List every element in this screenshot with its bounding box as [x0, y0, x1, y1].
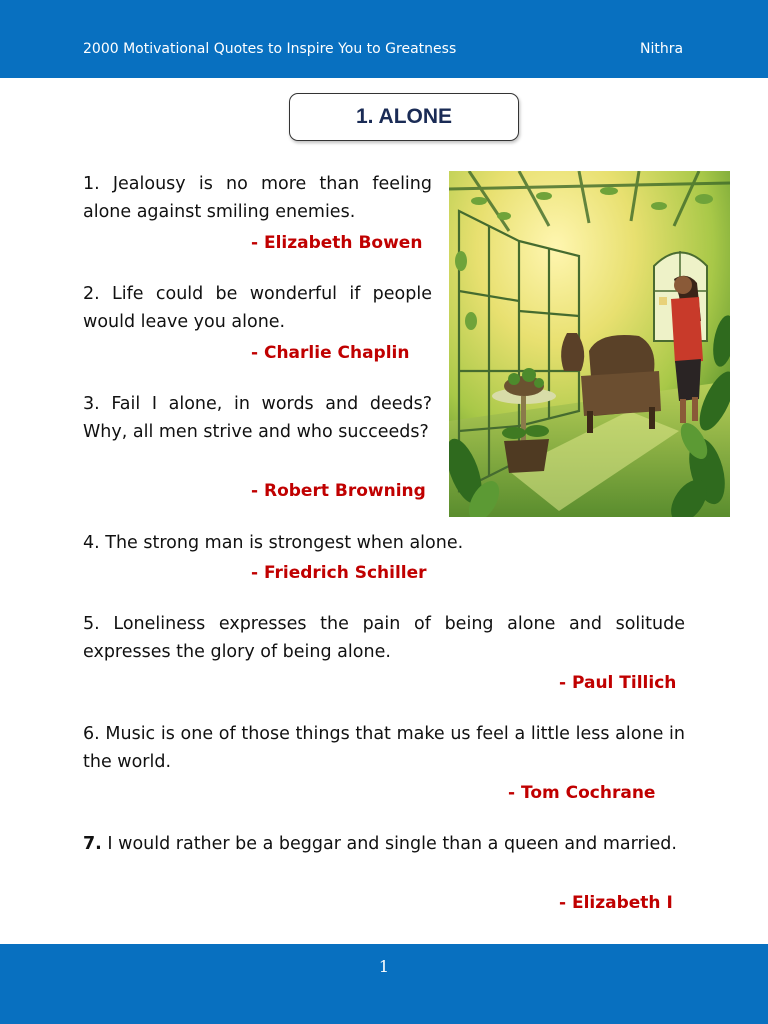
quote-text: I would rather be a beggar and single than a queen and married. [107, 834, 677, 854]
quote-6-author: - Tom Cochrane [508, 783, 656, 803]
quote-3-author: - Robert Browning [251, 481, 426, 501]
quote-text: Fail I alone, in words and deeds? Why, all men strive and who succeeds? [83, 394, 432, 442]
chapter-title: 1. ALONE [355, 105, 453, 128]
quote-number: 7. [83, 834, 102, 854]
page-footer [0, 944, 768, 1024]
quote-number: 3. [83, 394, 100, 414]
quote-4-author: - Friedrich Schiller [251, 563, 427, 583]
quote-7-author: - Elizabeth I [559, 893, 673, 913]
quote-number: 1. [83, 174, 100, 194]
book-title: 2000 Motivational Quotes to Inspire You to Greatness [83, 41, 457, 57]
page-number: 1 [378, 957, 390, 976]
quote-number: 4. [83, 533, 100, 553]
quote-6 [83, 720, 685, 776]
quote-3 [83, 390, 432, 446]
quote-7 [83, 830, 685, 858]
quote-text: Loneliness expresses the pain of being alone and solitude expresses the glory of being alone. [83, 614, 685, 662]
quote-number: 2. [83, 284, 100, 304]
quote-number: 6. [83, 724, 100, 744]
quote-number: 5. [83, 614, 100, 634]
quote-text: Jealousy is no more than feeling alone against smiling enemies. [83, 174, 432, 222]
quote-5 [83, 610, 685, 666]
quote-text: The strong man is strongest when alone. [105, 533, 464, 553]
quote-5-author: - Paul Tillich [559, 673, 677, 693]
book-author: Nithra [640, 41, 684, 57]
quote-text: Music is one of those things that make us feel a little less alone in the world. [83, 724, 685, 772]
quote-text: Life could be wonderful if people would leave you alone. [83, 284, 432, 332]
page-header [0, 0, 768, 78]
sunroom-illustration [449, 171, 730, 517]
quote-1-author: - Elizabeth Bowen [251, 233, 423, 253]
chapter-title-box [289, 93, 519, 141]
quote-1 [83, 170, 432, 226]
quote-4 [83, 529, 685, 557]
quote-2-author: - Charlie Chaplin [251, 343, 410, 363]
quote-2 [83, 280, 432, 336]
